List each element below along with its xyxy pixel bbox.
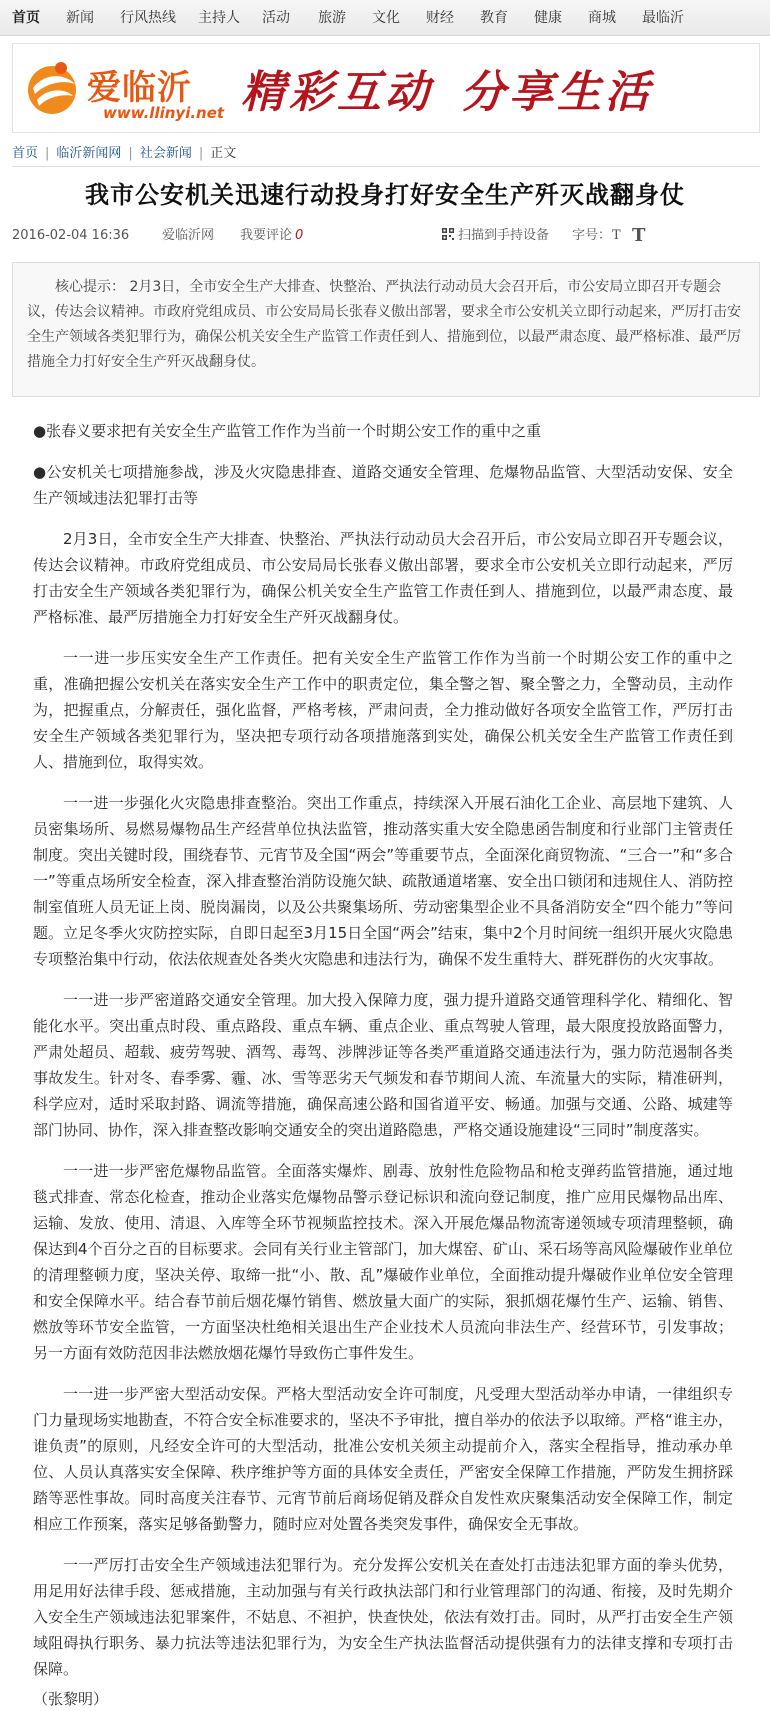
breadcrumb-separator: | [198,146,204,161]
article-paragraph: 一一进一步压实安全生产工作责任。把有关安全生产监管工作作为当前一个时期公安工作的重中之重，准确把握公安机关在落实安全生产工作中的职责定位，集全警之智、聚全警之力，全警动员，主动作为，把握重点，分解责任，强化监督，严格考核，严肃问责，全力推动做好各项安全监管工作，严厉打击安全生产领域各类犯罪行为，坚决把专项行动各项措施落到实处，确保公机关安全生产监管工作责任到人、措施到位，取得实效。 [33,649,733,771]
article-summary: 核心提示： 2月3日，全市安全生产大排查、快整治、严执法行动动员大会召开后，市公安局立即召开专题会议，传达会议精神。市政府党组成员、市公安局局长张春义傲出部署，要求全市公安机关立即行动起来，严厉打击安全生产领域各类犯罪行为，确保公机关安全生产监管工作责任到人、措施到位，以最严肃态度、最严格标准、最严厉措施全力打好安全生产歼灭战翻身仗。 [12,262,760,397]
comment-label[interactable]: 我要评论 [240,228,293,243]
logo-url: www.llinyi.net [103,104,225,122]
article-title: 我市公安机关迅速行动投身打好安全生产歼灭战翻身仗 [85,181,685,209]
breadcrumb-linyi-news[interactable]: 临沂新闻网 [56,146,122,161]
publish-datetime: 2016-02-04 16:36 [12,228,130,243]
breadcrumb-society-news[interactable]: 社会新闻 [139,146,192,161]
nav-finance[interactable]: 财经 [426,10,454,26]
site-logo-icon [25,58,79,118]
nav-health[interactable]: 健康 [534,10,562,26]
slogan-right: 分享生活 [461,67,653,118]
article-bullet: ●张春义要求把有关安全生产监管工作作为当前一个时期公安工作的重中之重 [33,422,542,440]
article-paragraph: 一一进一步严密危爆物品监管。全面落实爆炸、剧毒、放射性危险物品和枪支弹药监管措施，通过地毯式排查、常态化检查，推动企业落实危爆物品警示登记标识和流向登记制度，推广应用民爆物品出库、运输、发放、使用、清退、入库等全环节视频监控技术。深入开展危爆品物流寄递领域专项清理整顿，确保达到4个百分之百的目标要求。会同有关行业主管部门，加大煤窑、矿山、采石场等高风险爆破作业单位的清理整顿力度，坚决关停、取缔一批“小、散、乱”爆破作业单位，全面推动提升爆破作业单位安全管理和安全保障水平。结合春节前后烟花爆竹销售、燃放量大面广的实际，狠抓烟花爆竹生产、运输、销售、燃放等环节安全监管，一方面坚决杜绝相关退出生产企业技术人员流向非法生产、经营环节，引发事故；另一方面有效防范因非法燃放烟花爆竹导致伤亡事件发生。 [33,1162,733,1362]
font-size-small-button[interactable]: T [612,228,621,243]
nav-mall[interactable]: 商城 [588,10,616,26]
nav-hotline[interactable]: 行风热线 [120,10,176,26]
article-body [33,418,733,1711]
nav-education[interactable]: 教育 [480,10,508,26]
breadcrumb [12,141,760,167]
article-paragraph: 一一进一步严密大型活动安保。严格大型活动安全许可制度，凡受理大型活动举办申请，一律组织专门力量现场实地勘查，不符合安全标准要求的，坚决不予审批，擅自举办的依法予以取缔。严格“谁主办，谁负责”的原则，凡经安全许可的大型活动，批准公安机关须主动提前介入，落实全程指导，推动承办单位、人员认真落实安全保障、秩序维护等方面的具体安全责任，严密安全保障工作措施，严防发生拥挤踩踏等恶性事故。同时高度关注春节、元宵节前后商场促销及群众自发性欢庆聚集活动安全保障工作，制定相应工作预案，落实足够备勤警力，随时应对处置各类突发事件，确保安全无事故。 [33,1385,733,1533]
qr-code-icon [442,228,454,240]
nav-travel[interactable]: 旅游 [318,10,346,26]
nav-culture[interactable]: 文化 [372,10,400,26]
article-bullet: ●公安机关七项措施参战，涉及火灾隐患排查、道路交通安全管理、危爆物品监管、大型活动安保、安全生产领域违法犯罪打击等 [33,463,733,507]
comment-count[interactable]: 0 [295,228,304,243]
article-paragraph: 一一进一步严密道路交通安全管理。加大投入保障力度，强力提升道路交通管理科学化、精细化、智能化水平。突出重点时段、重点路段、重点车辆、重点企业、重点驾驶人管理，最大限度投放路面警力，严肃处超员、超载、疲劳驾驶、酒驾、毒驾、涉牌涉证等各类严重道路交通违法行为，强力防范遏制各类事故发生。针对冬、春季雾、霾、冰、雪等恶劣天气频发和春节期间人流、车流量大的实际，精准研判，科学应对，适时采取封路、调流等措施，确保高速公路和国省道平安、畅通。加强与交通、公路、城建等部门协同、协作，深入排查整改影响交通安全的突出道路隐患，严格交通设施建设“三同时”制度落实。 [33,991,733,1139]
top-nav [0,0,770,36]
article-author: （张黎明） [33,1690,109,1708]
article-paragraph: 一一进一步强化火灾隐患排查整治。突出工作重点，持续深入开展石油化工企业、高层地下建筑、人员密集场所、易燃易爆物品生产经营单位执法监管，推动落实重大安全隐患函告制度和行业部门主管责任制度。突出关键时段，围绕春节、元宵节及全国“两会”等重要节点，全面深化商贸物流、“三合一”和“多合一”等重点场所安全检查，深入排查整治消防设施欠缺、疏散通道堵塞、安全出口锁闭和违规住人、消防控制室值班人员无证上岗、脱岗漏岗，以及公共聚集场所、劳动密集型企业不具备消防安全“四个能力”等问题。立足冬季火灾防控实际，自即日起至3月15日全国“两会”结束，集中2个月时间统一组织开展火灾隐患专项整治集中行动，依法依规查处各类火灾隐患和违法行为，确保不发生重特大、群死群伤的火灾事故。 [33,794,733,968]
article-source: 爱临沂网 [162,228,215,243]
nav-events[interactable]: 活动 [262,10,290,26]
font-size-label: 字号： [572,228,612,243]
breadcrumb-home[interactable]: 首页 [12,146,39,161]
breadcrumb-current: 正文 [210,146,237,161]
breadcrumb-separator: | [45,146,50,161]
breadcrumb-separator: | [128,146,133,161]
qr-scan-link[interactable] [442,225,549,247]
article-meta [12,225,760,247]
logo-text: 爱临沂 [87,68,192,108]
nav-linyi[interactable]: 最临沂 [642,10,684,26]
qr-scan-label[interactable]: 扫描到手持设备 [458,228,550,243]
comment-link[interactable] [240,225,303,247]
font-size-large-button[interactable]: T [632,225,646,246]
nav-host[interactable]: 主持人 [198,10,240,26]
nav-news[interactable]: 新闻 [66,10,94,26]
nav-home[interactable]: 首页 [12,10,40,26]
article-paragraph: 2月3日，全市安全生产大排查、快整治、严执法行动动员大会召开后，市公安局立即召开专题会议，传达会议精神。市政府党组成员、市公安局局长张春义傲出部署，要求全市公安机关立即行动起来，严厉打击安全生产领域各类犯罪行为，确保公机关安全生产监管工作责任到人、措施到位，以最严肃态度、最严格标准、最严厉措施全力打好安全生产歼灭战翻身仗。 [33,530,733,626]
article-paragraph: 一一严厉打击安全生产领域违法犯罪行为。充分发挥公安机关在查处打击违法犯罪方面的拳头优势，用足用好法律手段、惩戒措施，主动加强与有关行政执法部门和行业管理部门的沟通、衔接，及时先期介入安全生产领域违法犯罪案件，不姑息、不袒护，快查快处，依法有效打击。同时，从严打击安全生产领域阻碍执行职务、暴力抗法等违法犯罪行为，为安全生产执法监督活动提供强有力的法律支撑和专项打击保障。 [33,1556,733,1678]
slogan-left: 精彩互动 [241,67,433,118]
site-banner[interactable] [12,43,760,133]
